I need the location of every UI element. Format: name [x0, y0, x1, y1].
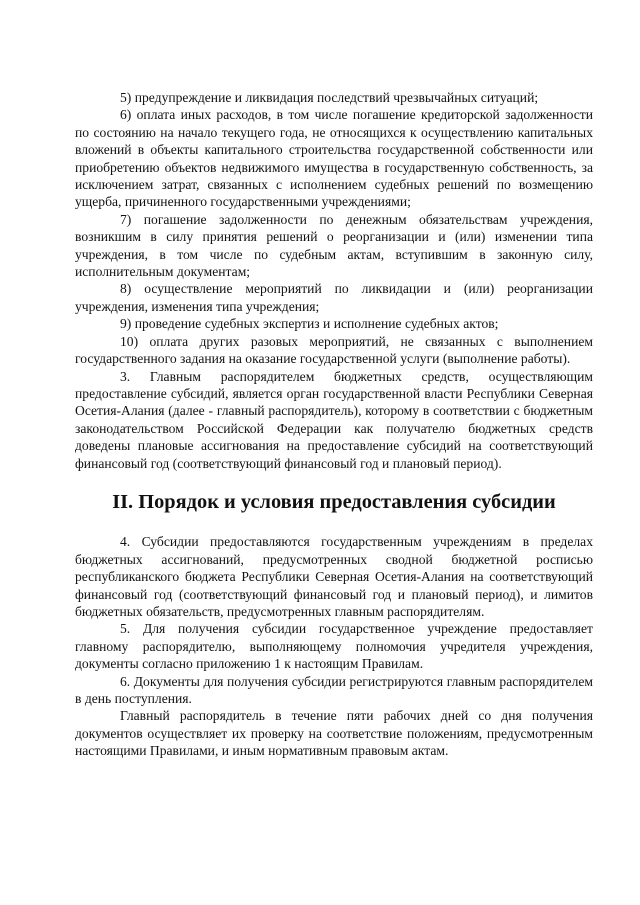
document-page — [75, 89, 593, 760]
paragraph-clause-3: 3. Главным распорядителем бюджетных средств, осуществляющим предоставление субсидий, является орган государственной власти Республики Северная Осетия-Алания (далее - главный распорядитель), которому в соответствии с бюджетным законодательством Российской Федерации как получателю бюджетных средств доведены плановые ассигнования на предоставление субсидий на соответствующий финансовый год (соответствующий финансовый год и плановый период). — [75, 368, 593, 471]
paragraph-clause-4: 4. Субсидии предоставляются государственным учреждениям в пределах бюджетных ассигнований, предусмотренных сводной бюджетной росписью республиканского бюджета Республики Северная Осетия-Алания на соответствующий финансовый год (соответствующий финансовый год и плановый период), и лимитов бюджетных обязательств, предусмотренных главным распорядителям. — [75, 534, 593, 619]
paragraph-item-9: 9) проведение судебных экспертиз и исполнение судебных актов; — [120, 316, 499, 332]
paragraph-item-8: 8) осуществление мероприятий по ликвидации и (или) реорганизации учреждения, изменения типа учреждения; — [75, 281, 593, 314]
paragraph-item-6: 6) оплата иных расходов, в том числе погашение кредиторской задолженности по состоянию на начало текущего года, не относящихся к осуществлению капитальных вложений в объекты капитального строительства государственной собственности или приобретению объектов недвижимого имущества в государственную собственность, за исключением затрат, связанных с исполнением судебных решений по возмещению ущерба, причиненного государственными учреждениями; — [75, 107, 593, 210]
paragraph-review: Главный распорядитель в течение пяти рабочих дней со дня получения документов осуществляет их проверку на соответствие положениям, предусмотренным настоящими Правилами, и иным нормативным правовым актам. — [75, 708, 593, 759]
section-heading: II. Порядок и условия предоставления субсидии — [112, 490, 556, 513]
paragraph-clause-6: 6. Документы для получения субсидии регистрируются главным распорядителем в день поступления. — [75, 673, 593, 706]
paragraph-item-10: 10) оплата других разовых мероприятий, не связанных с выполнением государственного задания на оказание государственной услуги (выполнение работы). — [75, 333, 593, 367]
paragraph-item-5: 5) предупреждение и ликвидация последствий чрезвычайных ситуаций; — [120, 90, 539, 105]
paragraph-clause-5: 5. Для получения субсидии государственное учреждение предоставляет главному распорядителю, выполняющему полномочия учредителя учреждения, документы согласно приложению 1 к настоящим Правилам. — [75, 621, 593, 672]
paragraph-item-7: 7) погашение задолженности по денежным обязательствам учреждения, возникшим в силу принятия решений о реорганизации и (или) изменении типа учреждения, в том числе по судебным актам, вступившим в законную силу, исполнительным документам; — [75, 211, 593, 280]
